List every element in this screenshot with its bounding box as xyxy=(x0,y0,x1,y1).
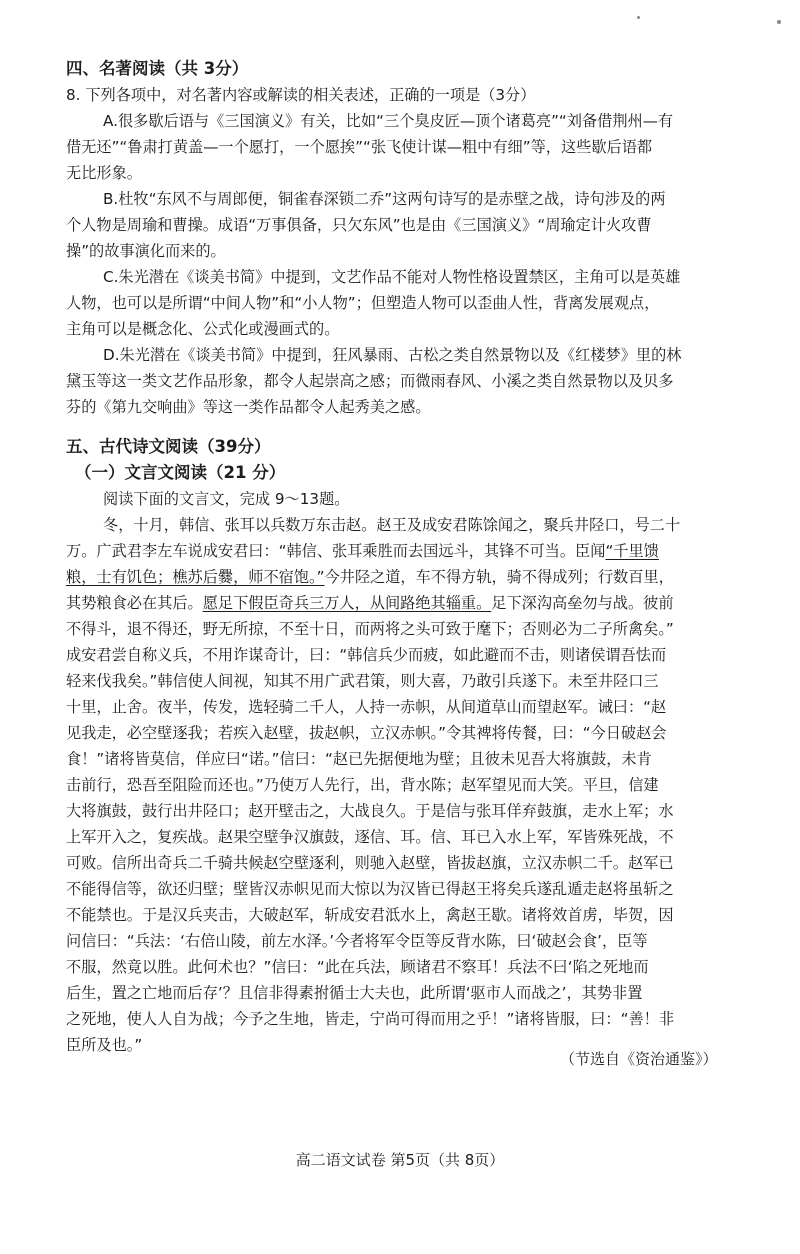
question-8-stem: 8. 下列各项中，对名著内容或解读的相关表述，正确的一项是（3分） xyxy=(66,86,536,104)
passage-line: 问信曰：“兵法：‘右倍山陵，前左水泽。’今者将军令臣等反背水陈，曰‘破赵会食’，臣等 xyxy=(66,932,648,950)
passage-line: 见我走，必空壁逐我；若疾入赵壁，拔赵帜，立汉赤帜。”令其裨将传餐，曰：“今日破赵会 xyxy=(66,724,667,742)
passage-line: 后生，置之亡地而后存’？且信非得素拊循士大夫也，此所谓‘驱市人而战之’，其势非置 xyxy=(66,984,643,1002)
underlined-sentence-1: “千里馈 xyxy=(605,542,659,560)
passage-line: 上军开入之，复疾战。赵果空壁争汉旗鼓，逐信、耳。信、耳已入水上军，军皆殊死战，不 xyxy=(66,828,674,846)
page-footer: 高二语文试卷 第5页（共 8页） xyxy=(295,1151,505,1169)
underlined-sentence-1: 粮，士有饥色；樵苏后爨，师不宿饱。” xyxy=(66,568,325,586)
underlined-sentence-2: 愿足下假臣奇兵三万人，从间路绝其辎重。 xyxy=(202,594,492,612)
passage-line: 不服，然竟以胜。此何术也？”信曰：“此在兵法，顾诸君不察耳！兵法不曰‘陷之死地而 xyxy=(66,958,649,976)
passage-source: （节选自《资治通鉴》） xyxy=(560,1050,718,1068)
passage-line: 之死地，使人人自为战；今予之生地，皆走，宁尚可得而用之乎！”诸将皆服，曰：“善！非 xyxy=(66,1010,675,1028)
passage-line: 轻来伐我矣。”韩信使人间视，知其不用广武君策，则大喜，乃敢引兵遂下。未至井陉口三 xyxy=(66,672,659,690)
option-c-line: 人物，也可以是所谓“中间人物”和“小人物”；但塑造人物可以歪曲人性，背离发展观点， xyxy=(66,294,660,312)
scan-speck xyxy=(637,16,640,19)
passage-line: 冬，十月，韩信、张耳以兵数万东击赵。赵王及成安君陈馀闻之，聚兵井陉口，号二十 xyxy=(103,516,681,534)
option-b-line: B.杜牧“东风不与周郎便，铜雀春深锁二乔”这两句诗写的是赤壁之战，诗句涉及的两 xyxy=(103,190,666,208)
option-d-line: 黛玉等这一类文艺作品形象，都令人起崇高之感；而微雨春风、小溪之类自然景物以及贝多 xyxy=(66,372,674,390)
passage-line: 不能禁也。于是汉兵夹击，大破赵军，斩成安君泜水上，禽赵王歇。诸将效首虏，毕贺，因 xyxy=(66,906,674,924)
scan-speck xyxy=(777,20,781,24)
section5-heading: 五、古代诗文阅读（39分） xyxy=(66,437,271,456)
passage-line: 大将旗鼓，鼓行出井陉口；赵开壁击之，大战良久。于是信与张耳佯弃鼓旗，走水上军；水 xyxy=(66,802,674,820)
option-b-line: 操”的故事演化而来的。 xyxy=(66,242,226,260)
option-a-line: 无比形象。 xyxy=(66,164,142,182)
passage-line: 可败。信所出奇兵二千骑共候赵空壁逐利，则驰入赵壁，皆拔赵旗，立汉赤帜二千。赵军已 xyxy=(66,854,674,872)
passage-line: 臣所及也。” xyxy=(66,1036,143,1054)
passage-line: 击前行，恐吾至阻险而还也。”乃使万人先行，出，背水陈；赵军望见而大笑。平旦，信建 xyxy=(66,776,659,794)
passage-text: 今井陉之道，车不得方轨，骑不得成列；行数百里， xyxy=(324,568,674,586)
passage-line: 十里，止舍。夜半，传发，选轻骑二千人，人持一赤帜，从间道草山而望赵军。诫曰：“赵 xyxy=(66,698,667,716)
passage-line: 食！”诸将皆莫信，佯应曰“诺。”信曰：“赵已先据便地为壁；且彼未见吾大将旗鼓，未肯 xyxy=(66,750,652,768)
option-b-line: 个人物是周瑜和曹操。成语“万事俱备，只欠东风”也是由《三国演义》“周瑜定计火攻曹 xyxy=(66,216,652,234)
passage-line: 成安君尝自称义兵，不用诈谋奇计，曰：“韩信兵少而疲，如此避而不击，则诸侯谓吾怯而 xyxy=(66,646,667,664)
option-a-line: 借无还”“鲁肃打黄盖—一个愿打，一个愿挨”“张飞使计谋—粗中有细”等，这些歇后语都 xyxy=(66,138,653,156)
classical-prose-subheading: （一）文言文阅读（21 分） xyxy=(75,463,286,482)
option-d-line: 芬的《第九交响曲》等这一类作品都令人起秀美之感。 xyxy=(66,398,431,416)
option-a-line: A.很多歇后语与《三国演义》有关，比如“三个臭皮匠—顶个诸葛亮”“刘备借荆州—有 xyxy=(103,112,674,130)
section4-heading: 四、名著阅读（共 3分） xyxy=(66,59,249,78)
option-c-line: C.朱光潜在《谈美书简》中提到，文艺作品不能对人物性格设置禁区，主角可以是英雄 xyxy=(103,268,681,286)
passage-text: 足下深沟高垒勿与战。彼前 xyxy=(491,594,674,612)
passage-text: 其势粮食必在其后。 xyxy=(66,594,203,612)
option-c-line: 主角可以是概念化、公式化或漫画式的。 xyxy=(66,320,340,338)
option-d-line: D.朱光潜在《谈美书简》中提到，狂风暴雨、古松之类自然景物以及《红楼梦》里的林 xyxy=(103,346,682,364)
passage-line: 不得斗，退不得还，野无所掠，不至十日，而两将之头可致于麾下；否则必为二子所禽矣。” xyxy=(66,620,674,638)
passage-line: 不能得信等，欲还归壁；壁皆汉赤帜见而大惊以为汉皆已得赵王将矣兵遂乱遁走赵将虽斩之 xyxy=(66,880,674,898)
reading-instruction: 阅读下面的文言文，完成 9～13题。 xyxy=(103,490,350,508)
passage-text: 万。广武君李左车说成安君曰：“韩信、张耳乘胜而去国远斗，其锋不可当。臣闻 xyxy=(66,542,606,560)
